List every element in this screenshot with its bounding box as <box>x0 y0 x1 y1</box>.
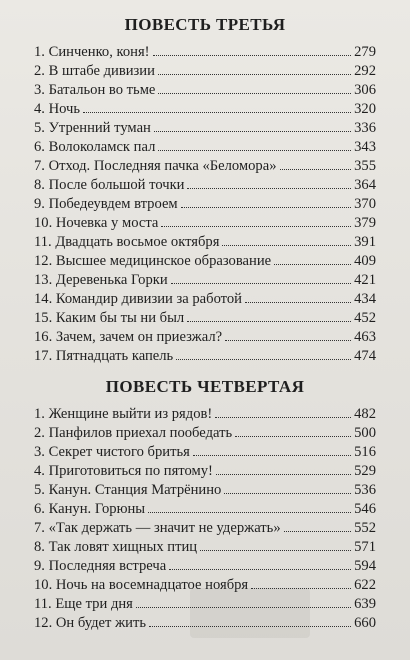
toc-entry-page: 660 <box>354 615 376 631</box>
toc-list <box>34 43 376 366</box>
section-title: ПОВЕСТЬ ТРЕТЬЯ <box>124 15 286 34</box>
toc-entry-page: 594 <box>354 558 376 574</box>
dot-leader <box>187 188 351 189</box>
dot-leader <box>274 264 351 265</box>
dot-leader <box>158 93 351 94</box>
dot-leader <box>284 531 351 532</box>
toc-entry-page: 434 <box>354 291 376 307</box>
toc-entry <box>34 347 376 366</box>
toc-entry <box>34 62 376 81</box>
toc-entry <box>34 81 376 100</box>
dot-leader <box>222 245 351 246</box>
toc-entry <box>34 290 376 309</box>
toc-entry-title: 4. Ночь <box>34 101 81 117</box>
toc-entry <box>34 252 376 271</box>
toc-entry-page: 529 <box>354 463 376 479</box>
toc-entry-title: 14. Командир дивизии за работой <box>34 291 242 307</box>
toc-entry-page: 370 <box>354 196 376 212</box>
toc-entry-page: 516 <box>354 444 376 460</box>
toc-entry-title: 6. Волоколамск пал <box>34 139 156 155</box>
toc-entry-page: 452 <box>354 310 376 326</box>
toc-entry <box>34 538 376 557</box>
toc-entry <box>34 233 376 252</box>
toc-entry <box>34 214 376 233</box>
toc-entry-page: 320 <box>354 101 376 117</box>
toc-section <box>34 14 376 366</box>
toc-entry-title: 11. Двадцать восьмое октября <box>34 234 220 250</box>
toc-entry <box>34 271 376 290</box>
toc-entry-page: 364 <box>354 177 376 193</box>
toc-entry-title: 2. Панфилов приехал пообедать <box>34 425 233 441</box>
dot-leader <box>153 55 352 56</box>
toc-entry <box>34 100 376 119</box>
toc-entry-title: 13. Деревенька Горки <box>34 272 168 288</box>
dot-leader <box>224 493 351 494</box>
toc-entry <box>34 43 376 62</box>
toc-entry-page: 336 <box>354 120 376 136</box>
toc-entry-title: 1. Женщине выйти из рядов! <box>34 406 213 422</box>
toc-entry-page: 409 <box>354 253 376 269</box>
toc-entry-page: 391 <box>354 234 376 250</box>
dot-leader <box>280 169 352 170</box>
dot-leader <box>235 436 351 437</box>
dot-leader <box>148 512 351 513</box>
toc-entry <box>34 519 376 538</box>
dot-leader <box>215 417 351 418</box>
toc-entry-page: 482 <box>354 406 376 422</box>
dot-leader <box>200 550 351 551</box>
toc-entry <box>34 424 376 443</box>
toc-entry <box>34 500 376 519</box>
toc-entry-title: 5. Канун. Станция Матрёнино <box>34 482 222 498</box>
dot-leader <box>161 226 351 227</box>
toc-entry-page: 379 <box>354 215 376 231</box>
toc-entry-title: 8. После большой точки <box>34 177 185 193</box>
toc-entry-page: 306 <box>354 82 376 98</box>
toc-entry-title: 2. В штабе дивизии <box>34 63 155 79</box>
toc-entry <box>34 119 376 138</box>
dot-leader <box>83 112 351 113</box>
toc-entry-title: 9. Последняя встреча <box>34 558 167 574</box>
dot-leader <box>176 359 351 360</box>
dot-leader <box>225 340 351 341</box>
toc-entry-title: 7. «Так держать — значит не удержать» <box>34 520 281 536</box>
toc-entry-page: 279 <box>354 44 376 60</box>
toc-entry-title: 9. Победеувдем втроем <box>34 196 178 212</box>
toc-entry-page: 639 <box>354 596 376 612</box>
toc-entry-title: 6. Канун. Горюны <box>34 501 146 517</box>
dot-leader <box>181 207 351 208</box>
toc-entry-page: 571 <box>354 539 376 555</box>
toc-entry-page: 546 <box>354 501 376 517</box>
toc-entry-title: 3. Секрет чистого бритья <box>34 444 190 460</box>
toc-entry-page: 474 <box>354 348 376 364</box>
dot-leader <box>216 474 351 475</box>
toc-entry <box>34 195 376 214</box>
toc-entry-title: 4. Приготовиться по пятому! <box>34 463 213 479</box>
toc-entry <box>34 328 376 347</box>
section-title: ПОВЕСТЬ ЧЕТВЕРТАЯ <box>105 377 305 396</box>
dot-leader <box>245 302 351 303</box>
toc-entry-page: 343 <box>354 139 376 155</box>
toc-entry-title: 15. Каким бы ты ни был <box>34 310 185 326</box>
toc-entry <box>34 481 376 500</box>
bleed-through-mark <box>190 588 310 638</box>
toc-entry-page: 500 <box>354 425 376 441</box>
toc-entry-title: 7. Отход. Последняя пачка «Беломора» <box>34 158 277 174</box>
toc-entry-title: 12. Он будет жить <box>34 615 146 631</box>
toc-entry-title: 8. Так ловят хищных птиц <box>34 539 198 555</box>
dot-leader <box>187 321 351 322</box>
toc-entry-page: 292 <box>354 63 376 79</box>
toc-entry <box>34 462 376 481</box>
dot-leader <box>171 283 351 284</box>
toc-entry-title: 16. Зачем, зачем он приезжал? <box>34 329 223 345</box>
dot-leader <box>193 455 351 456</box>
toc-entry-title: 3. Батальон во тьме <box>34 82 156 98</box>
toc-entry-title: 5. Утренний туман <box>34 120 151 136</box>
toc-entry-title: 17. Пятнадцать капель <box>34 348 174 364</box>
toc-entry-title: 1. Синченко, коня! <box>34 44 150 60</box>
toc-entry <box>34 176 376 195</box>
toc-entry-page: 536 <box>354 482 376 498</box>
toc-entry <box>34 309 376 328</box>
toc-entry <box>34 443 376 462</box>
dot-leader <box>158 150 351 151</box>
toc-entry <box>34 138 376 157</box>
dot-leader <box>154 131 351 132</box>
toc-entry-page: 463 <box>354 329 376 345</box>
toc-entry-title: 10. Ночевка у моста <box>34 215 159 231</box>
toc-entry-title: 10. Ночь на восемнадцатое ноября <box>34 577 249 593</box>
toc-entry-title: 11. Еще три дня <box>34 596 133 612</box>
dot-leader <box>169 569 351 570</box>
toc-entry-page: 355 <box>354 158 376 174</box>
toc-entry-page: 622 <box>354 577 376 593</box>
toc-entry-page: 552 <box>354 520 376 536</box>
toc-entry <box>34 157 376 176</box>
dot-leader <box>158 74 351 75</box>
toc-entry <box>34 405 376 424</box>
toc-entry-title: 12. Высшее медицинское образование <box>34 253 272 269</box>
toc-entry <box>34 557 376 576</box>
toc-entry-page: 421 <box>354 272 376 288</box>
